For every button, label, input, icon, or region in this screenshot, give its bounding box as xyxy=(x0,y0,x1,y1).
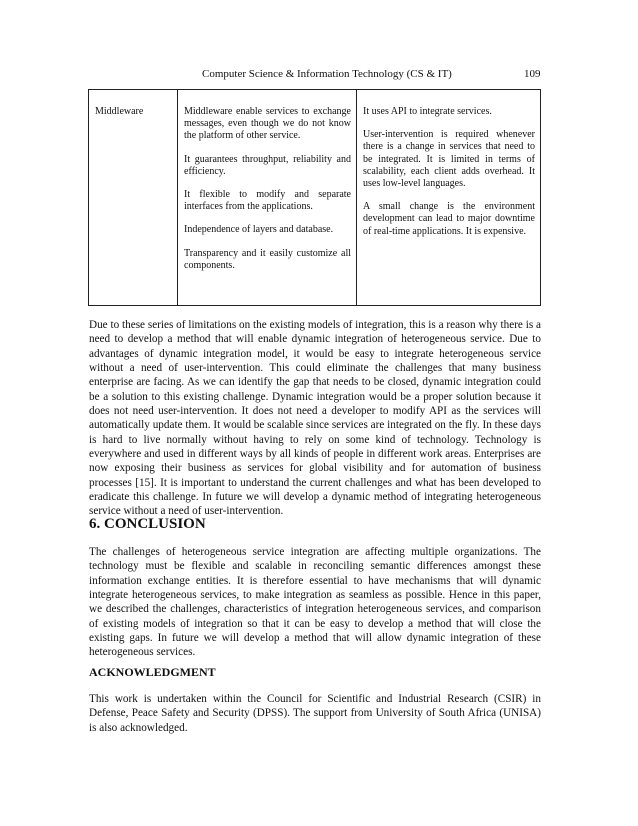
journal-title: Computer Science & Information Technology (CS & IT) xyxy=(202,68,452,80)
advantage-item: Independence of layers and database. xyxy=(184,224,334,236)
running-header xyxy=(0,66,638,82)
disadvantage-item: It uses API to integrate services. xyxy=(363,106,492,117)
section-heading-conclusion: 6. CONCLUSION xyxy=(89,516,206,532)
conclusion-paragraph: The challenges of heterogeneous service integration are affecting multiple organizations. The technology must be flexible and scalable in reconciling semantic differences amongst these information exchange entities. It is therefore essential to have mechanisms that will dynamic integrate heterogeneous services, to make integration as seamless as possible. Hence in this paper, we described the challenges, characteristics of integration heterogeneous services, and comparison of existing models of integration so that it can be easy to develop a method that will close the existing gaps. In future we will develop a method that will allow dynamic integration of these heterogeneous services. xyxy=(89,546,541,659)
advantage-item: Transparency and it easily customize all components. xyxy=(184,247,351,271)
advantage-item: It flexible to modify and separate interfaces from the applications. xyxy=(184,189,351,213)
advantage-item: It guarantees throughput, reliability and efficiency. xyxy=(184,153,351,177)
disadvantage-item: User-intervention is required whenever there is a change in services that need to be integrated. It is limited in terms of scalability, each client adds overhead. It uses low-level languages. xyxy=(363,129,535,190)
disadvantage-item: A small change is the environment development can lead to major downtime of real-time applications. It is expensive. xyxy=(363,201,535,237)
comparison-table xyxy=(88,89,541,306)
acknowledgment-paragraph: This work is undertaken within the Council for Scientific and Industrial Research (CSIR) in Defense, Peace Safety and Security (DPSS). The support from University of South Africa (UNISA) is also acknowledged. xyxy=(89,693,541,734)
advantages-cell xyxy=(178,90,357,306)
model-name: Middleware xyxy=(95,106,144,117)
section-heading-acknowledgment: ACKNOWLEDGMENT xyxy=(89,665,216,679)
advantage-item: Middleware enable services to exchange messages, even though we do not know the platform of other service. xyxy=(184,106,351,142)
disadvantages-cell xyxy=(357,90,541,306)
table-row xyxy=(89,90,541,306)
body-paragraph: Due to these series of limitations on the existing models of integration, this is a reason why there is a need to develop a method that will enable dynamic integration of heterogeneous service. Due to advantages of dynamic integration model, it would be easy to integrate heterogeneous service without a need of user-intervention. This could eliminate the challenges that many business enterprise are facing. As we can identify the gap that needs to be closed, dynamic integration could be a solution to this existing challenge. Dynamic integration would be a proper solution because it does not need user-intervention. It does not need a developer to modify API as the services will automatically update them. It would be scalable since services are integrated on the fly. In these days is hard to live normally without having to rely on some kind of technology. Technology is everywhere and used in different ways by all kinds of people in different work areas. Enterprises are now exposing their business as services for global visibility and for automation of business processes [15]. It is important to understand the current challenges and what has been developed to eradicate this challenge. In future we will develop a dynamic method of integrating heterogeneous service without a need of user-intervention. xyxy=(89,319,541,518)
model-name-cell xyxy=(89,90,178,306)
page-number: 109 xyxy=(524,68,541,80)
